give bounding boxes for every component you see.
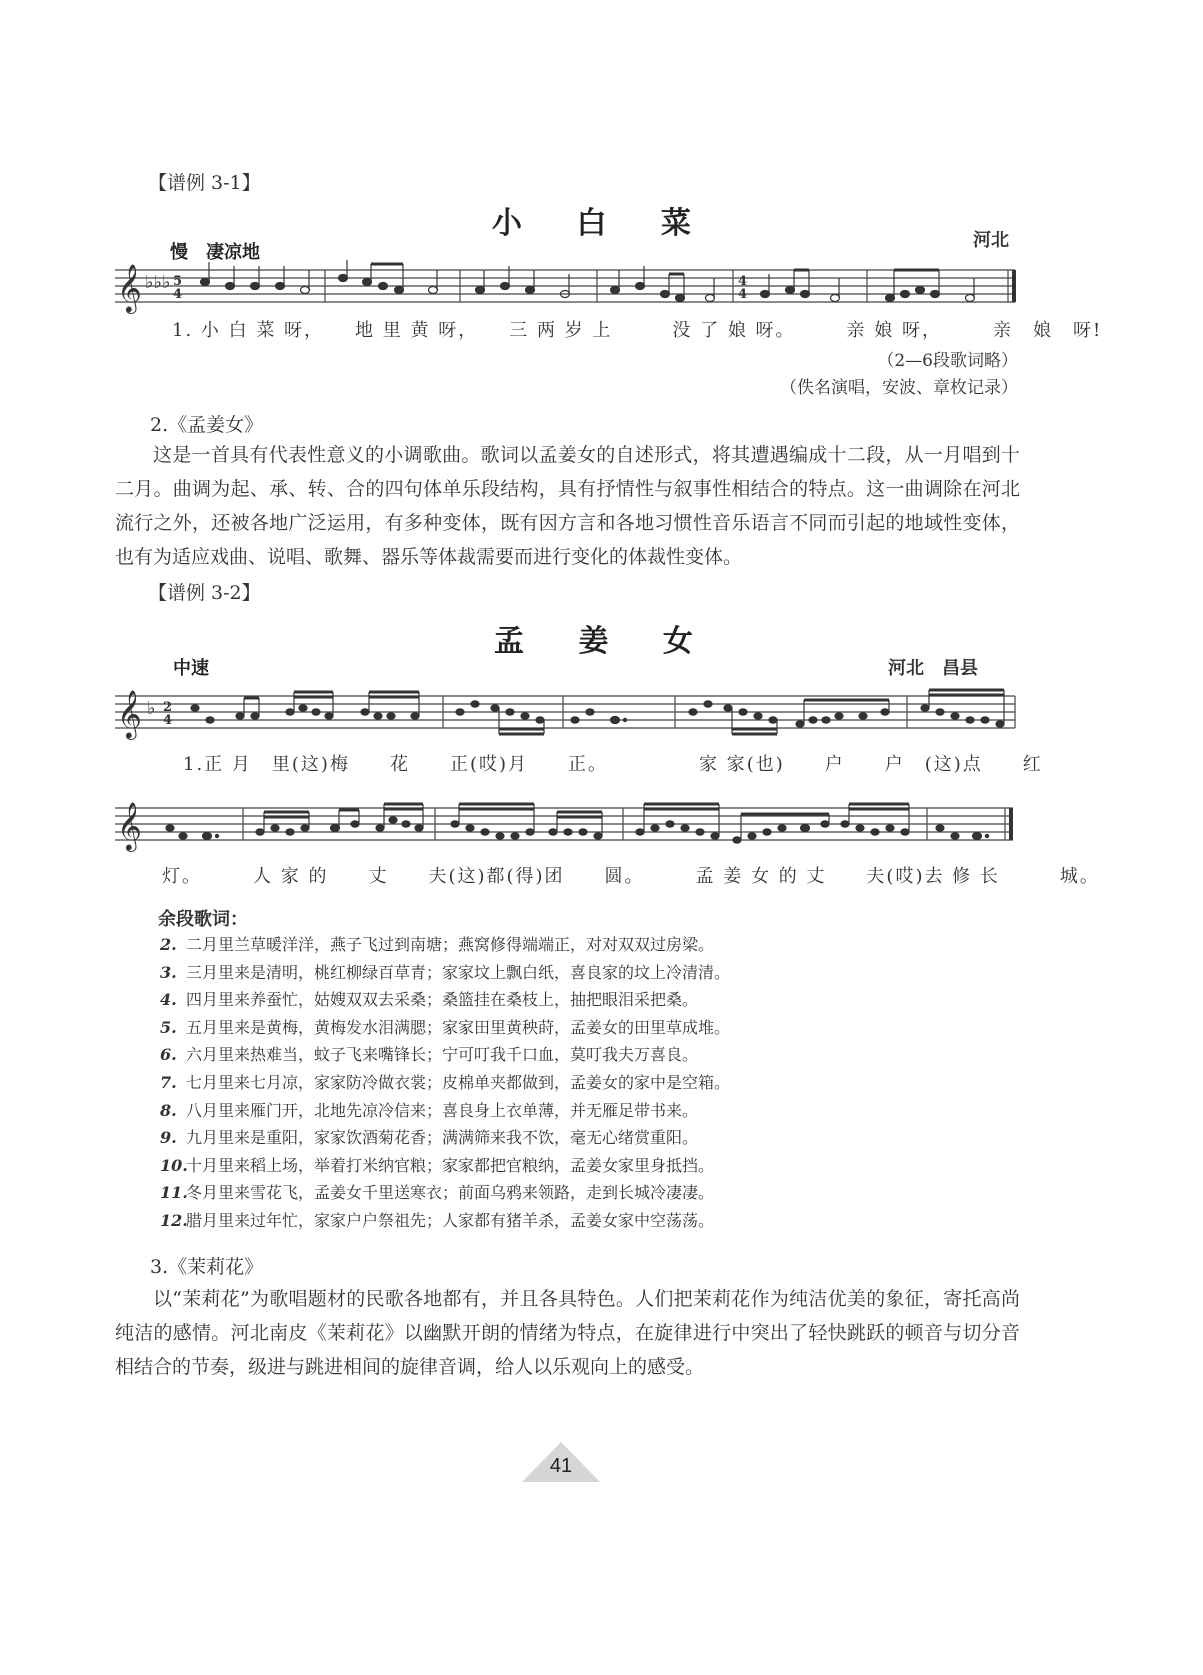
svg-text:𝄞: 𝄞 xyxy=(117,263,142,312)
verse-number: 11. xyxy=(160,1183,188,1203)
svg-text:4: 4 xyxy=(738,274,748,289)
page-number: 41 xyxy=(549,1455,573,1477)
verse-number: 8. xyxy=(160,1100,177,1120)
verse-number: 7. xyxy=(160,1072,177,1092)
verse-line xyxy=(160,1152,1020,1180)
verse-line xyxy=(160,1124,1020,1152)
verse-text: 七月里来七月凉，家家防冷做衣裳；皮棉单夹都做到，孟姜女的家中是空箱。 xyxy=(186,1072,731,1092)
verse-line xyxy=(160,959,1020,987)
paragraph-text: 这是一首具有代表性意义的小调歌曲。歌词以孟姜女的自述形式，将其遭遇编成十二段，从一月唱到十二月。曲调为起、承、转、合的四句体单乐段结构，具有抒情性与叙事性相结合的特点。这一曲调除在河北流行之外，还被各地广泛运用，有多种变体，既有因方言和各地习惯性音乐语言不同而引起的地域性变体，也有为适应戏曲、说唱、歌舞、器乐等体裁需要而进行变化的体裁性变体。 xyxy=(115,444,1020,568)
verse-line xyxy=(160,1014,1020,1042)
tempo-marking-2: 中速 xyxy=(173,658,209,679)
svg-text:4: 4 xyxy=(163,713,173,728)
verse-text: 二月里兰草暖洋洋，燕子飞过到南塘；燕窝修得端端正，对对双双过房梁。 xyxy=(186,935,715,954)
paragraph-mengjiangnu xyxy=(115,438,1020,574)
verse-number: 12. xyxy=(160,1210,188,1230)
verse-text: 六月里来热难当，蚊子飞来嘴锋长；宁可叮我千口血，莫叮我夫万喜良。 xyxy=(186,1045,699,1065)
verse-line xyxy=(160,1179,1020,1207)
lyrics-mengjiangnu-line1: 1.正 月 里(这)梅 花 正(哎)月 正。 家 家(也) 户 户 (这)点 红 xyxy=(183,754,1043,775)
tempo-marking: 慢 凄凉地 xyxy=(170,242,260,263)
verse-text: 五月里来是黄梅，黄梅发水泪满腮；家家田里黄秧莳，孟姜女的田里草成堆。 xyxy=(186,1017,731,1037)
verse-line xyxy=(160,931,1020,959)
verse-text: 九月里来是重阳，家家饮酒菊花香；满满筛来我不饮，毫无心绪赏重阳。 xyxy=(186,1128,699,1148)
song-title-xiaobaicai: 小 白 菜 xyxy=(492,206,713,241)
example-label-3-2: 【谱例 3-2】 xyxy=(148,582,261,604)
lyrics-xiaobaicai: 1. 小 白 菜 呀， 地 里 黄 呀， 三 两 岁 上 没 了 娘 呀。 亲 娘 呀， 亲 娘 呀! xyxy=(172,320,1103,341)
page-number-badge xyxy=(520,1440,602,1484)
verse-text: 腊月里来过年忙，家家户户祭祖先；人家都有猪羊杀，孟姜女家中空荡荡。 xyxy=(186,1210,715,1230)
example-label-3-1: 【谱例 3-1】 xyxy=(148,172,261,194)
verse-line xyxy=(160,1097,1020,1125)
verse-line xyxy=(160,1041,1020,1069)
svg-text:4: 4 xyxy=(173,287,183,302)
verse-number: 2. xyxy=(160,935,177,954)
verse-number: 10. xyxy=(160,1155,188,1175)
verse-number: 6. xyxy=(160,1045,177,1065)
song-origin: 河北 xyxy=(973,230,1009,251)
svg-text:𝄞: 𝄞 xyxy=(117,689,142,738)
verse-text: 十月里来稻上场，举着打米纳官粮；家家都把官粮纳，孟姜女家里身抵挡。 xyxy=(186,1155,715,1175)
music-staff-mengjiangnu-2 xyxy=(115,790,1020,856)
verse-number: 5. xyxy=(160,1017,177,1037)
paragraph-text: 以“茉莉花”为歌唱题材的民歌各地都有，并且各具特色。人们把茉莉花作为纯洁优美的象征，寄托高尚纯洁的感情。河北南皮《茉莉花》以幽默开朗的情绪为特点，在旋律进行中突出了轻快跳跃的顿音与切分音相结合的节奏，级进与跳进相间的旋律音调，给人以乐观向上的感受。 xyxy=(115,1288,1020,1378)
verse-number: 3. xyxy=(160,962,177,982)
verse-number: 4. xyxy=(160,990,177,1010)
verse-text: 三月里来是清明，桃红柳绿百草青；家家坟上飘白纸，喜良家的坟上冷清清。 xyxy=(186,962,731,982)
svg-text:4: 4 xyxy=(738,287,748,302)
song-title-mengjiangnu: 孟 姜 女 xyxy=(494,624,715,659)
section-heading-mengjiangnu: 2.《孟姜女》 xyxy=(150,414,264,436)
svg-text:2: 2 xyxy=(163,700,173,715)
svg-text:♭: ♭ xyxy=(147,698,156,719)
svg-text:𝄞: 𝄞 xyxy=(117,801,142,850)
remaining-verses-title: 余段歌词： xyxy=(158,909,248,930)
lyrics-mengjiangnu-line2: 灯。 人 家 的 丈 夫(这)都(得)团 圆。 孟 姜 女 的 丈 夫(哎)去 修 长 城。 xyxy=(162,866,1100,887)
music-staff-xiaobaicai xyxy=(115,258,1020,318)
verse-line xyxy=(160,1069,1020,1097)
music-staff-mengjiangnu-1 xyxy=(115,678,1020,744)
section-heading-molihua: 3.《茉莉花》 xyxy=(150,1256,264,1278)
remaining-verses-list xyxy=(160,931,1020,1235)
lyrics-omitted-note: （2—6段歌词略） xyxy=(877,351,1018,371)
song-origin-2: 河北 昌县 xyxy=(888,658,978,679)
paragraph-molihua xyxy=(115,1282,1020,1384)
verse-number: 9. xyxy=(160,1128,177,1148)
recording-credit: （佚名演唱，安波、章枚记录） xyxy=(780,378,1018,398)
verse-line xyxy=(160,1207,1020,1235)
verse-text: 八月里来雁门开，北地先凉冷信来；喜良身上衣单薄，并无雁足带书来。 xyxy=(186,1100,699,1120)
verse-text: 四月里来养蚕忙，姑嫂双双去采桑；桑篮挂在桑枝上，抽把眼泪采把桑。 xyxy=(186,990,699,1010)
verse-line xyxy=(160,986,1020,1014)
svg-text:5: 5 xyxy=(173,274,183,289)
verse-text: 冬月里来雪花飞，孟姜女千里送寒衣；前面乌鸦来领路，走到长城冷凄凄。 xyxy=(186,1183,715,1203)
svg-text:♭♭♭: ♭♭♭ xyxy=(145,272,171,293)
